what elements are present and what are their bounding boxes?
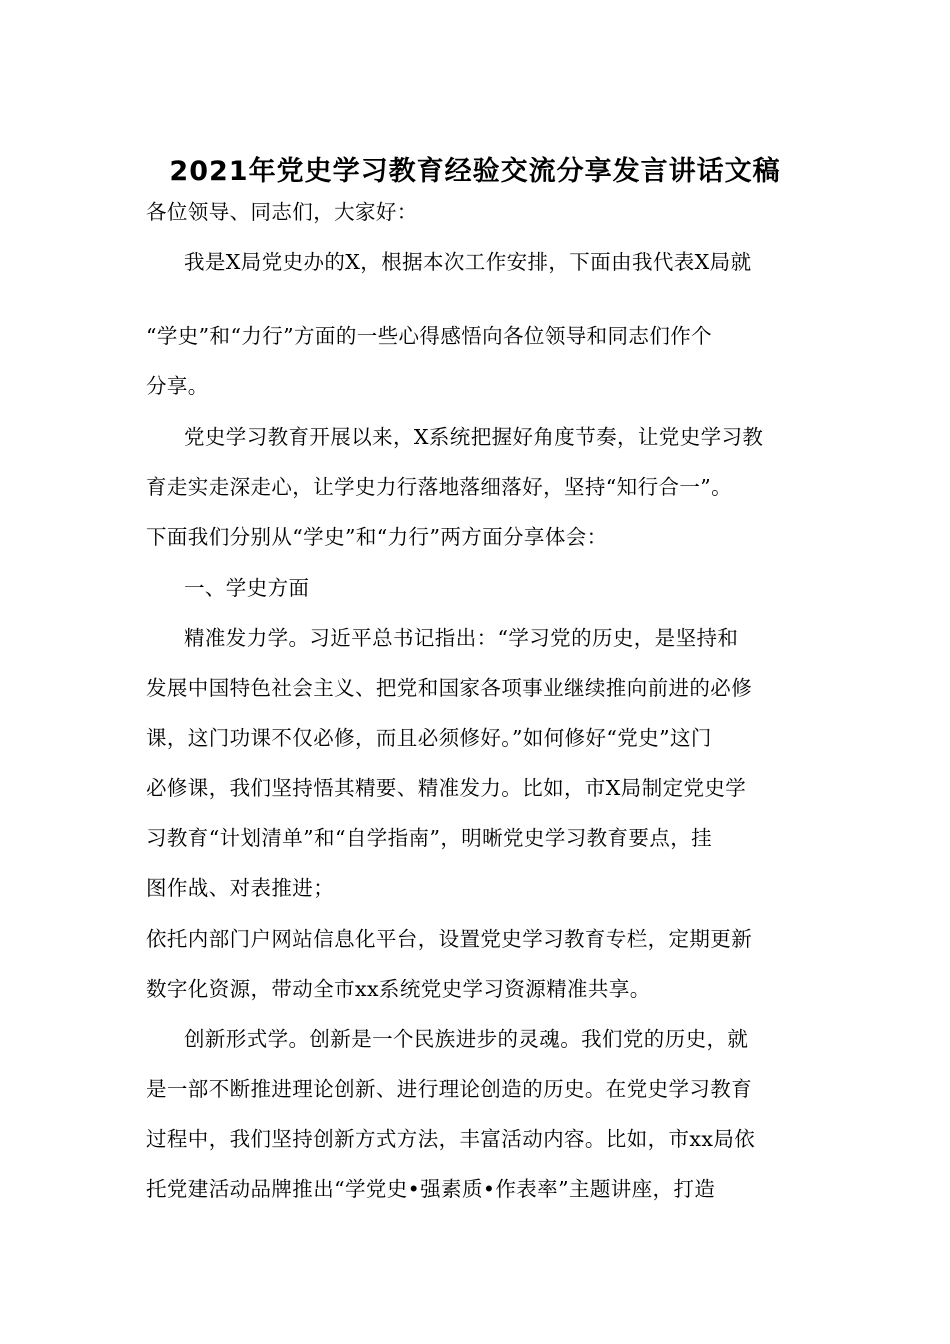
text-line: 是一部不断推进理论创新、进行理论创造的历史。在党史学习教育 <box>146 1077 753 1101</box>
text-line: 精准发力学。习近平总书记指出：“学习党的历史，是坚持和 <box>184 626 739 650</box>
text-line: 发展中国特色社会主义、把党和国家各项事业继续推向前进的必修 <box>146 676 753 700</box>
text-line: 党史学习教育开展以来，X系统把握好角度节奏，让党史学习教 <box>184 425 764 449</box>
text-line: 下面我们分别从“学史”和“力行”两方面分享体会： <box>146 525 608 549</box>
document-title: 2021年党史学习教育经验交流分享发言讲话文稿 <box>169 156 781 187</box>
text-line: 习教育“计划清单”和“自学指南”，明晰党史学习教育要点，挂 <box>146 826 713 850</box>
text-line: 课，这门功课不仅必修，而且必须修好。”如何修好“党史”这门 <box>146 726 712 750</box>
text-line: 数字化资源，带动全市xx系统党史学习资源精准共享。 <box>146 977 651 1001</box>
text-line: 依托内部门户网站信息化平台，设置党史学习教育专栏，定期更新 <box>146 927 753 951</box>
text-line: 分享。 <box>146 374 209 398</box>
text-line: 过程中，我们坚持创新方式方法，丰富活动内容。比如，市xx局依 <box>146 1127 756 1151</box>
text-line: “学史”和“力行”方面的一些心得感悟向各位领导和同志们作个 <box>146 324 713 348</box>
text-line: 育走实走深走心，让学史力行落地落细落好，坚持“知行合一”。 <box>146 475 733 499</box>
text-line: 各位领导、同志们，大家好： <box>146 200 418 224</box>
text-line: 必修课，我们坚持悟其精要、精准发力。比如，市X局制定党史学 <box>146 776 747 800</box>
text-line: 我是X局党史办的X，根据本次工作安排，下面由我代表X局就 <box>184 250 752 274</box>
text-line: 创新形式学。创新是一个民族进步的灵魂。我们党的历史，就 <box>184 1027 749 1051</box>
section-heading: 一、学史方面 <box>184 576 310 600</box>
text-line: 托党建活动品牌推出“学党史•强素质•作表率”主题讲座，打造 <box>146 1177 716 1201</box>
text-line: 图作战、对表推进； <box>146 876 335 900</box>
